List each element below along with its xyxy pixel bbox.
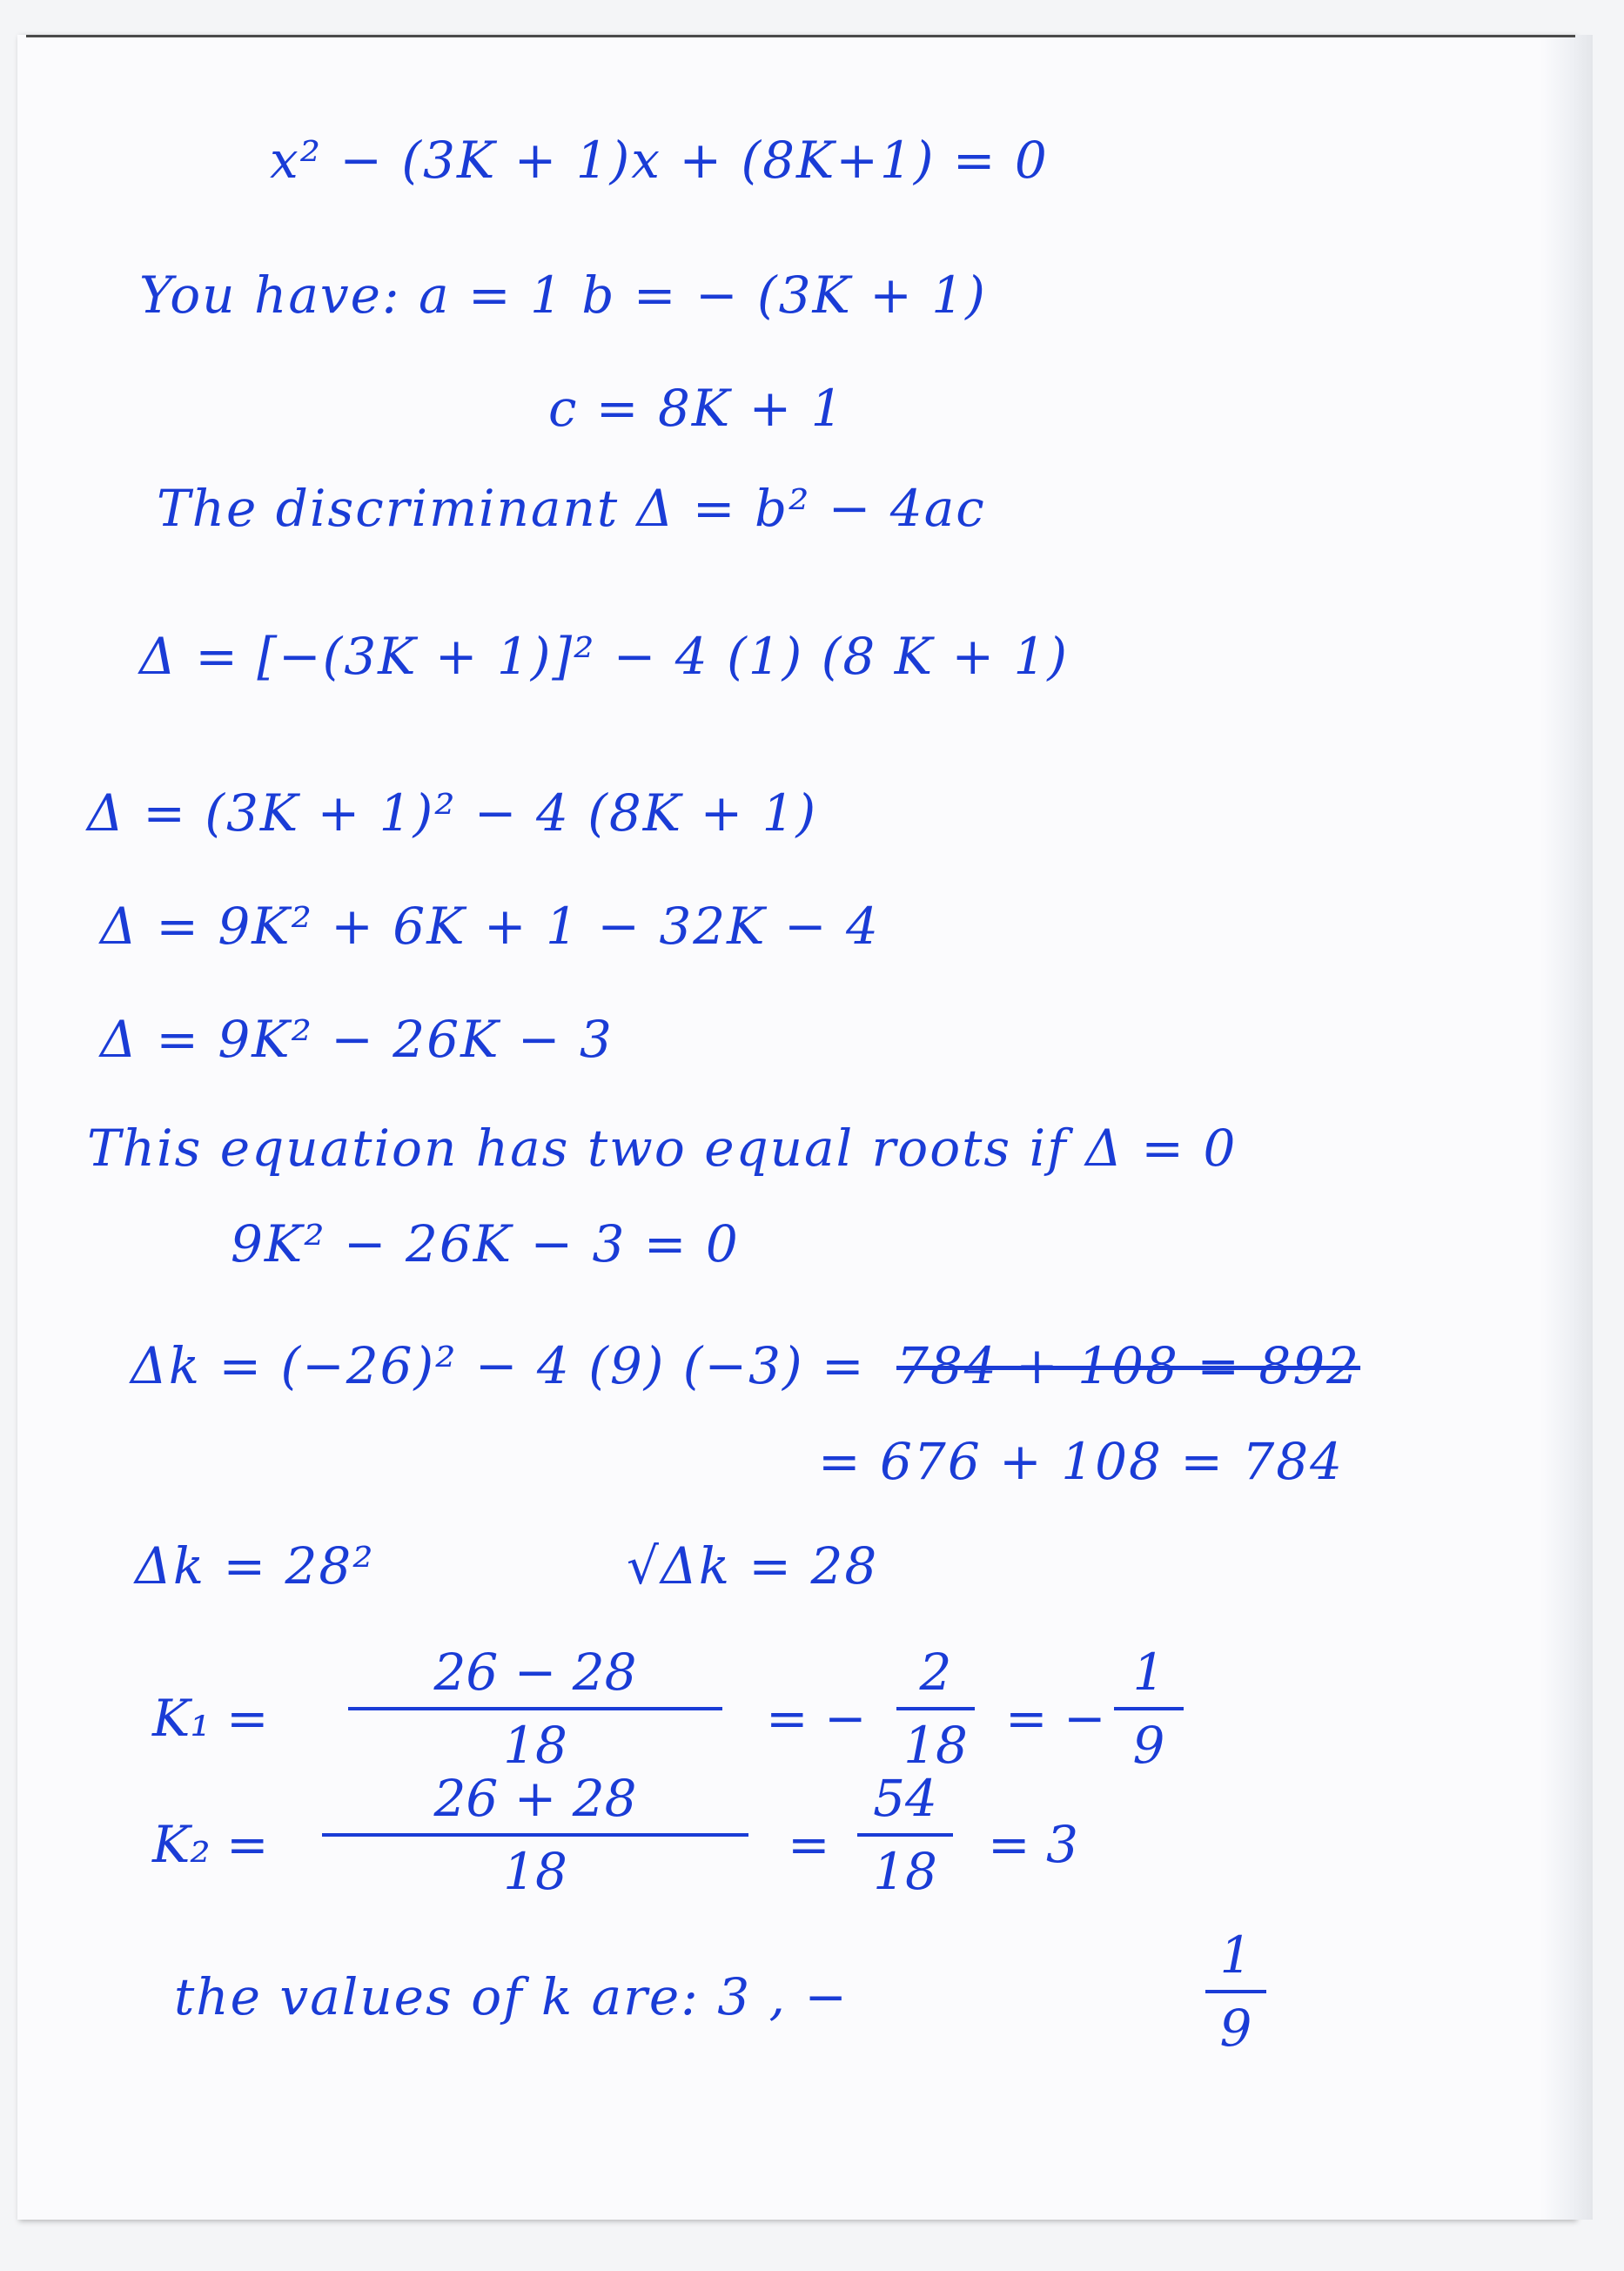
delta-k-square: Δk = 28² [135, 1536, 375, 1596]
k2-fraction-2 [857, 1767, 953, 1903]
final-answer: the values of k are: 3 , − [174, 1967, 849, 2026]
k1-fraction-bar [348, 1707, 722, 1710]
k1-numerator: 26 − 28 [433, 1643, 637, 1702]
k2-label: K₂ = [152, 1815, 269, 1874]
main-equation: x² − (3K + 1)x + (8K+1) = 0 [270, 131, 1049, 190]
discriminant-step-4: Δ = 9K² − 26K − 3 [100, 1010, 614, 1069]
k1-label: K₁ = [152, 1689, 269, 1748]
answer-fraction [1205, 1924, 1266, 2059]
k1-f2-bar [896, 1707, 975, 1710]
discriminant-formula: The discriminant Δ = b² − 4ac [157, 479, 986, 538]
k1-f3-denominator: 9 [1132, 1716, 1165, 1775]
k2-f2-numerator: 54 [873, 1769, 937, 1828]
delta-k-result: = 676 + 108 = 784 [818, 1432, 1345, 1491]
delta-k-expression: Δk = (−26)² − 4 (9) (−3) = [131, 1336, 866, 1395]
k1-f2-denominator: 18 [903, 1716, 968, 1775]
discriminant-step-3: Δ = 9K² + 6K + 1 − 32K − 4 [100, 897, 880, 956]
answer-denominator: 9 [1219, 1999, 1252, 2058]
coefficient-c: c = 8K + 1 [548, 379, 845, 438]
top-border-line [26, 35, 1575, 37]
k1-f2-numerator: 2 [919, 1643, 952, 1702]
paper-edge [1540, 35, 1593, 2220]
sqrt-delta-k: √Δk = 28 [627, 1536, 879, 1596]
answer-numerator: 1 [1219, 1925, 1252, 1985]
k2-equals-1: = [788, 1815, 830, 1874]
k2-denominator: 18 [503, 1842, 567, 1901]
k1-f3-numerator: 1 [1132, 1643, 1165, 1702]
discriminant-step-2: Δ = (3K + 1)² − 4 (8K + 1) [87, 783, 818, 843]
equation-in-k: 9K² − 26K − 3 = 0 [231, 1214, 740, 1273]
k1-fraction-2 [896, 1641, 975, 1777]
delta-k-crossed-out: 784 + 108 = 892 [896, 1336, 1361, 1395]
answer-fraction-bar [1205, 1990, 1266, 1993]
k1-f3-bar [1114, 1707, 1184, 1710]
k1-fraction [348, 1641, 722, 1777]
k2-equals-2: = 3 [988, 1815, 1078, 1874]
k2-fraction-bar [322, 1833, 748, 1837]
k1-denominator: 18 [503, 1716, 567, 1775]
k2-fraction [322, 1767, 748, 1903]
k2-f2-bar [857, 1833, 953, 1837]
k2-numerator: 26 + 28 [433, 1769, 637, 1828]
discriminant-substitution: Δ = [−(3K + 1)]² − 4 (1) (8 K + 1) [139, 627, 1070, 686]
k2-f2-denominator: 18 [873, 1842, 937, 1901]
k1-equals-2: = − [1005, 1689, 1106, 1748]
k1-equals-1: = − [766, 1689, 867, 1748]
k1-fraction-3 [1114, 1641, 1184, 1777]
equal-roots-condition: This equation has two equal roots if Δ = 0 [87, 1119, 1238, 1178]
coefficients-a-b: You have: a = 1 b = − (3K + 1) [139, 265, 987, 325]
